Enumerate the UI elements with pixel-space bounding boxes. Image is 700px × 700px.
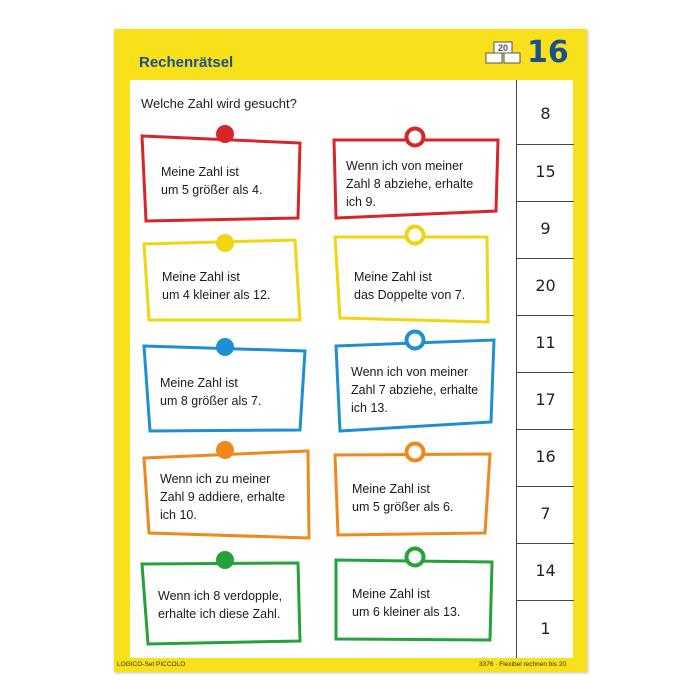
- pin-4: [407, 227, 424, 244]
- answer-6: 17: [535, 390, 556, 409]
- answer-2: 15: [535, 162, 556, 181]
- note-8: Meine Zahl ist um 5 größer als 6.: [352, 482, 454, 514]
- pin-9: [216, 551, 234, 569]
- note-9: Wenn ich 8 verdopple, erhalte ich diese Zahl.: [158, 589, 283, 621]
- note-1: Meine Zahl ist um 5 größer als 4.: [161, 165, 263, 197]
- note-5: Meine Zahl ist um 8 größer als 7.: [160, 376, 262, 408]
- bricks-icon: [485, 39, 521, 65]
- question-text: Welche Zahl wird gesucht?: [141, 96, 297, 111]
- note-3: Meine Zahl ist um 4 kleiner als 12.: [162, 270, 271, 302]
- answer-column: [516, 80, 574, 658]
- puzzle-card: [114, 29, 587, 672]
- answer-3: 9: [540, 219, 551, 238]
- answer-9: 14: [535, 561, 556, 580]
- answer-5: 11: [535, 333, 556, 352]
- page-title: Rechenrätsel: [139, 54, 234, 71]
- note-6: Wenn ich von meiner Zahl 7 abziehe, erhalte ich 13.: [351, 365, 479, 415]
- answer-7: 16: [535, 447, 556, 466]
- pin-2: [407, 129, 424, 146]
- note-7: Wenn ich zu meiner Zahl 9 addiere, erhalte ich 10.: [160, 472, 286, 522]
- pin-10: [407, 549, 424, 566]
- worksheet-panel: [130, 80, 573, 658]
- page-icon-label: 20: [497, 43, 509, 53]
- pin-6: [407, 332, 424, 349]
- note-10: Meine Zahl ist um 6 kleiner als 13.: [352, 587, 461, 619]
- answer-8: 7: [540, 504, 551, 523]
- note-2: Wenn ich von meiner Zahl 8 abziehe, erhalte ich 9.: [346, 159, 474, 209]
- pin-8: [407, 444, 424, 461]
- pin-7: [216, 441, 234, 459]
- answer-4: 20: [535, 276, 556, 295]
- footer-title: 3376 · Flexibel rechnen bis 20: [479, 661, 567, 668]
- pin-3: [216, 234, 234, 252]
- answer-10: 1: [540, 619, 551, 638]
- page-number: 16: [527, 35, 569, 70]
- answer-1: 8: [540, 104, 551, 123]
- pin-1: [216, 125, 234, 143]
- pin-5: [216, 338, 234, 356]
- footer-product: LOGICO-Set PICCOLO: [117, 661, 186, 668]
- note-4: Meine Zahl ist das Doppelte von 7.: [354, 270, 466, 302]
